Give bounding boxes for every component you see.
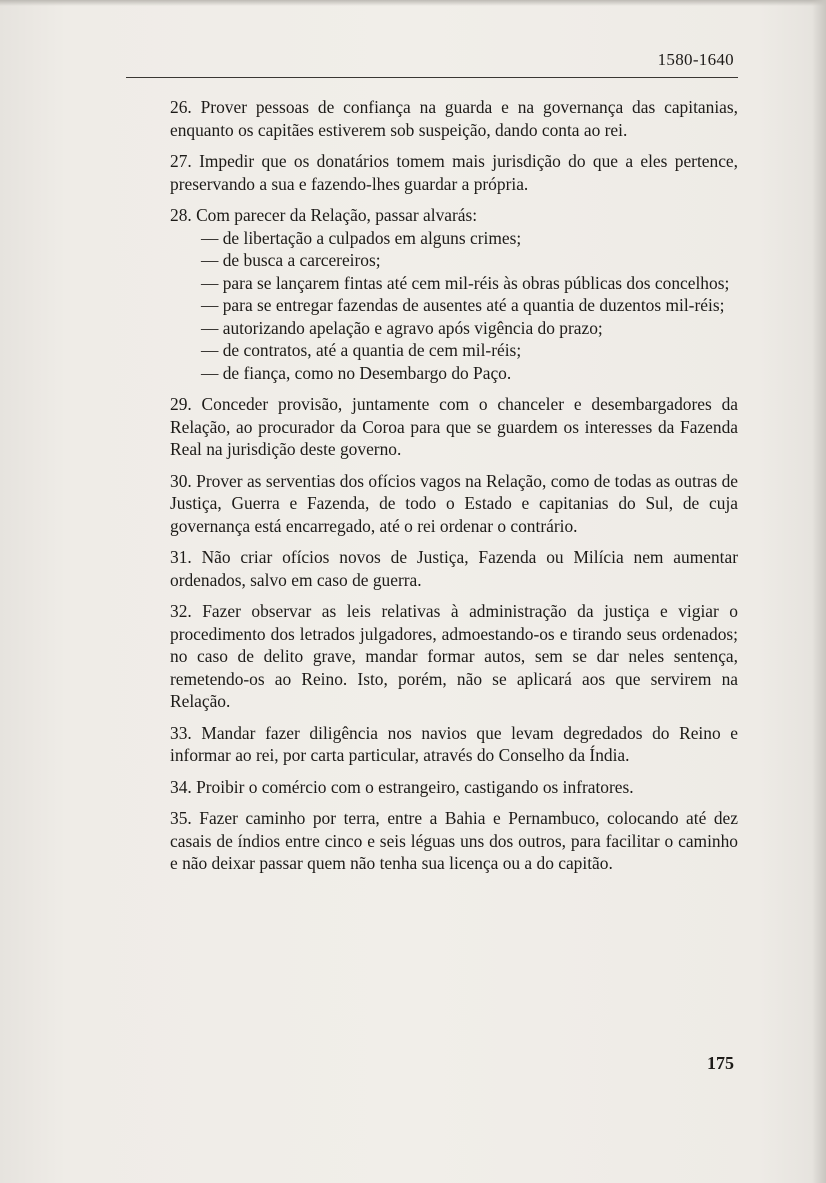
list-item: — de fiança, como no Desembargo do Paço. [201, 362, 512, 383]
paragraph-31: 31. Não criar ofícios novos de Justiça, Fazenda ou Milícia nem aumentar ordenados, salvo em caso de guerra. [170, 547, 738, 590]
paragraph-28: 28. Com parecer da Relação, passar alvarás: [170, 205, 478, 225]
list-item: — de libertação a culpados em alguns crimes; [201, 227, 522, 248]
paragraph-29: 29. Conceder provisão, juntamente com o chanceler e desembargadores da Relação, ao procurador da Coroa para que se guardem os interesses da Fazenda Real na jurisdição deste governo. [170, 394, 738, 459]
list-item: — para se lançarem fintas até cem mil-réis às obras públicas dos concelhos; [201, 272, 730, 293]
paragraph-33: 33. Mandar fazer diligência nos navios que levam degredados do Reino e informar ao rei, por carta particular, através do Conselho da Índia. [170, 722, 738, 765]
list-item: — de busca a carcereiros; [201, 250, 381, 270]
paragraph-26: 26. Prover pessoas de confiança na guarda e na governança das capitanias, enquanto os capitães estiverem sob suspeição, dando conta ao rei. [170, 97, 738, 140]
header-rule [126, 77, 738, 78]
list-item: — autorizando apelação e agravo após vigência do prazo; [201, 317, 603, 338]
paragraph-35: 35. Fazer caminho por terra, entre a Bahia e Pernambuco, colocando até dez casais de índios entre cinco e seis léguas uns dos outros, para facilitar o caminho e não deixar passar quem não tenha sua licença ou a do capitão. [170, 808, 738, 873]
page-top-edge [0, 0, 826, 6]
alvaras-list [170, 227, 738, 385]
page-number: 175 [707, 1053, 734, 1073]
paragraph-34: 34. Proibir o comércio com o estrangeiro, castigando os infratores. [170, 776, 634, 797]
list-item: — para se entregar fazendas de ausentes até a quantia de duzentos mil-réis; [201, 295, 725, 315]
list-item: — de contratos, até a quantia de cem mil-réis; [201, 340, 522, 360]
paragraph-32: 32. Fazer observar as leis relativas à administração da justiça e vigiar o procedimento dos letrados julgadores, admoestando-os e tirando seus ordenados; no caso de delito grave, mandar formar autos, sem se dar neles sentença, remetendo-os ao Reino. Isto, porém, não se aplicará aos que servirem na Relação. [170, 601, 738, 711]
page-right-edge [812, 0, 826, 1183]
paragraph-27: 27. Impedir que os donatários tomem mais jurisdição do que a eles pertence, preservando a sua e fazendo-lhes guardar a própria. [170, 151, 738, 194]
body-text [170, 96, 738, 884]
running-head: 1580-1640 [657, 50, 734, 69]
paragraph-30: 30. Prover as serventias dos ofícios vagos na Relação, como de todas as outras de Justiça, Guerra e Fazenda, de todo o Estado e capitanias do Sul, de cuja governança está encarregado, até o rei ordenar o contrário. [170, 470, 738, 536]
